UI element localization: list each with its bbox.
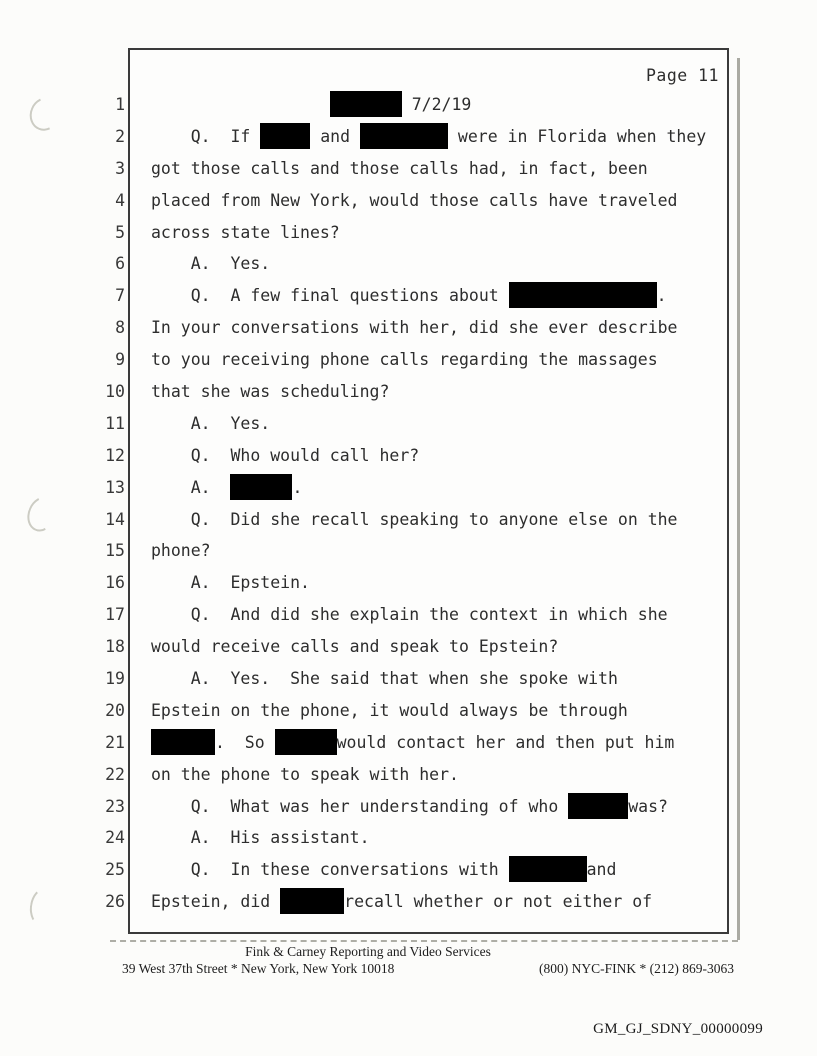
line-number: 5: [115, 222, 125, 242]
line-number-column: [55, 89, 125, 918]
transcript-text: . So: [215, 732, 275, 752]
transcript-line: [151, 408, 725, 440]
transcript-text: Q. What was her understanding of who: [151, 796, 569, 816]
transcript-text: Epstein, did: [151, 892, 281, 912]
transcript-line: [151, 886, 725, 918]
page-number-label: Page 11: [645, 66, 719, 85]
transcript-text: A. Yes.: [151, 254, 271, 274]
line-number: 24: [105, 828, 125, 848]
line-number: 25: [105, 860, 125, 880]
transcript-text: A. His assistant.: [151, 828, 370, 848]
transcript-text: got those calls and those calls had, in fact, been: [151, 158, 648, 178]
line-number: 6: [115, 254, 125, 274]
line-number: 9: [115, 350, 125, 370]
line-number: 18: [105, 637, 125, 657]
line-number: 22: [105, 764, 125, 784]
reporter-address: 39 West 37th Street * New York, New York 10018: [122, 961, 395, 976]
transcript-line: [151, 344, 725, 376]
line-number: 1: [115, 95, 125, 114]
reporter-footer: [122, 944, 734, 977]
line-number: 19: [105, 669, 125, 689]
transcript-text: A. Epstein.: [151, 573, 310, 593]
bates-stamp: GM_GJ_SDNY_00000099: [593, 1021, 763, 1037]
transcript-text: recall whether or not either of: [344, 892, 653, 912]
redaction-bar: [260, 123, 310, 149]
transcript-line: [151, 185, 725, 217]
transcript-line: [151, 791, 725, 823]
redaction-bar: [509, 282, 657, 308]
redaction-bar: [275, 729, 337, 755]
transcript-line: [151, 312, 725, 344]
transcript-text: Q. If: [151, 126, 261, 146]
line-number: 17: [105, 605, 125, 625]
transcript-text: were in Florida when they: [447, 126, 707, 146]
transcript-text: would contact her and then put him: [336, 732, 675, 752]
transcript-frame: [128, 48, 729, 934]
redaction-bar: [280, 888, 344, 914]
line-number: 3: [115, 158, 125, 178]
transcript-line: [151, 854, 725, 886]
transcript-line: [151, 567, 725, 599]
transcript-line: [151, 727, 725, 759]
transcript-lines: [151, 89, 725, 918]
redaction-bar: [509, 856, 587, 882]
line-number: 16: [105, 573, 125, 593]
transcript-text: Q. In these conversations with: [151, 860, 509, 880]
scan-edge-line: [110, 940, 738, 942]
transcript-text: Q. Did she recall speaking to anyone else on the: [151, 509, 678, 529]
transcript-text: on the phone to speak with her.: [151, 764, 459, 784]
transcript-text: that she was scheduling?: [151, 382, 390, 402]
scan-edge-line: [737, 58, 740, 940]
line-number: 21: [105, 732, 125, 752]
transcript-text: would receive calls and speak to Epstein?: [151, 637, 559, 657]
transcript-line: [151, 822, 725, 854]
transcript-line: [151, 759, 725, 791]
line-number: 14: [105, 509, 125, 529]
transcript-text: Q. Who would call her?: [151, 445, 420, 465]
transcript-line: [151, 535, 725, 567]
transcript-line: [151, 376, 725, 408]
transcript-text: In your conversations with her, did she ever describe: [151, 318, 678, 338]
transcript-line: [151, 663, 725, 695]
transcript-text: .: [292, 477, 303, 497]
redaction-bar: [151, 729, 215, 755]
transcript-line: [151, 280, 725, 312]
line-number: 8: [115, 318, 125, 338]
redaction-bar: [360, 123, 448, 149]
line-number: 12: [105, 445, 125, 465]
transcript-text: A. Yes.: [151, 413, 271, 433]
transcript-line: [151, 89, 725, 121]
line-number: 4: [115, 190, 125, 210]
line-number: 15: [105, 541, 125, 561]
line-number: 23: [105, 796, 125, 816]
redaction-bar: [230, 474, 292, 500]
transcript-text: Epstein on the phone, it would always be through: [151, 700, 628, 720]
transcript-text: across state lines?: [151, 222, 340, 242]
transcript-line: [151, 440, 725, 472]
transcript-text: and: [310, 126, 360, 146]
transcript-text: .: [656, 286, 667, 306]
transcript-text: phone?: [151, 541, 211, 561]
transcript-text: A.: [151, 477, 231, 497]
line-number: 13: [105, 477, 125, 497]
transcript-text: was?: [628, 796, 668, 816]
transcript-text: [151, 95, 330, 114]
line-number: 26: [105, 892, 125, 912]
transcript-text: Q. A few final questions about: [151, 286, 509, 306]
transcript-text: placed from New York, would those calls have traveled: [151, 190, 678, 210]
transcript-line: [151, 472, 725, 504]
transcript-text: and: [586, 860, 617, 880]
transcript-text: A. Yes. She said that when she spoke with: [151, 669, 618, 689]
transcript-text: to you receiving phone calls regarding the massages: [151, 350, 658, 370]
line-number: 7: [115, 286, 125, 306]
transcript-line: [151, 121, 725, 153]
transcript-text: Q. And did she explain the context in which she: [151, 605, 668, 625]
punch-hole-icon: [27, 886, 58, 927]
reporter-company: Fink & Carney Reporting and Video Services: [245, 944, 491, 959]
transcript-line: [151, 695, 725, 727]
transcript-line: [151, 599, 725, 631]
redaction-bar: [330, 91, 402, 117]
transcript-line: [151, 217, 725, 249]
redaction-bar: [568, 793, 628, 819]
reporter-contact-row: [122, 961, 734, 977]
line-number: 11: [105, 413, 125, 433]
transcript-line: [151, 631, 725, 663]
transcript-text: 7/2/19: [401, 95, 472, 114]
transcript-line: [151, 248, 725, 280]
line-number: 2: [115, 126, 125, 146]
reporter-phone: (800) NYC-FINK * (212) 869-3063: [539, 961, 734, 976]
line-number: 10: [105, 382, 125, 402]
transcript-line: [151, 153, 725, 185]
transcript-line: [151, 504, 725, 536]
line-number: 20: [105, 700, 125, 720]
